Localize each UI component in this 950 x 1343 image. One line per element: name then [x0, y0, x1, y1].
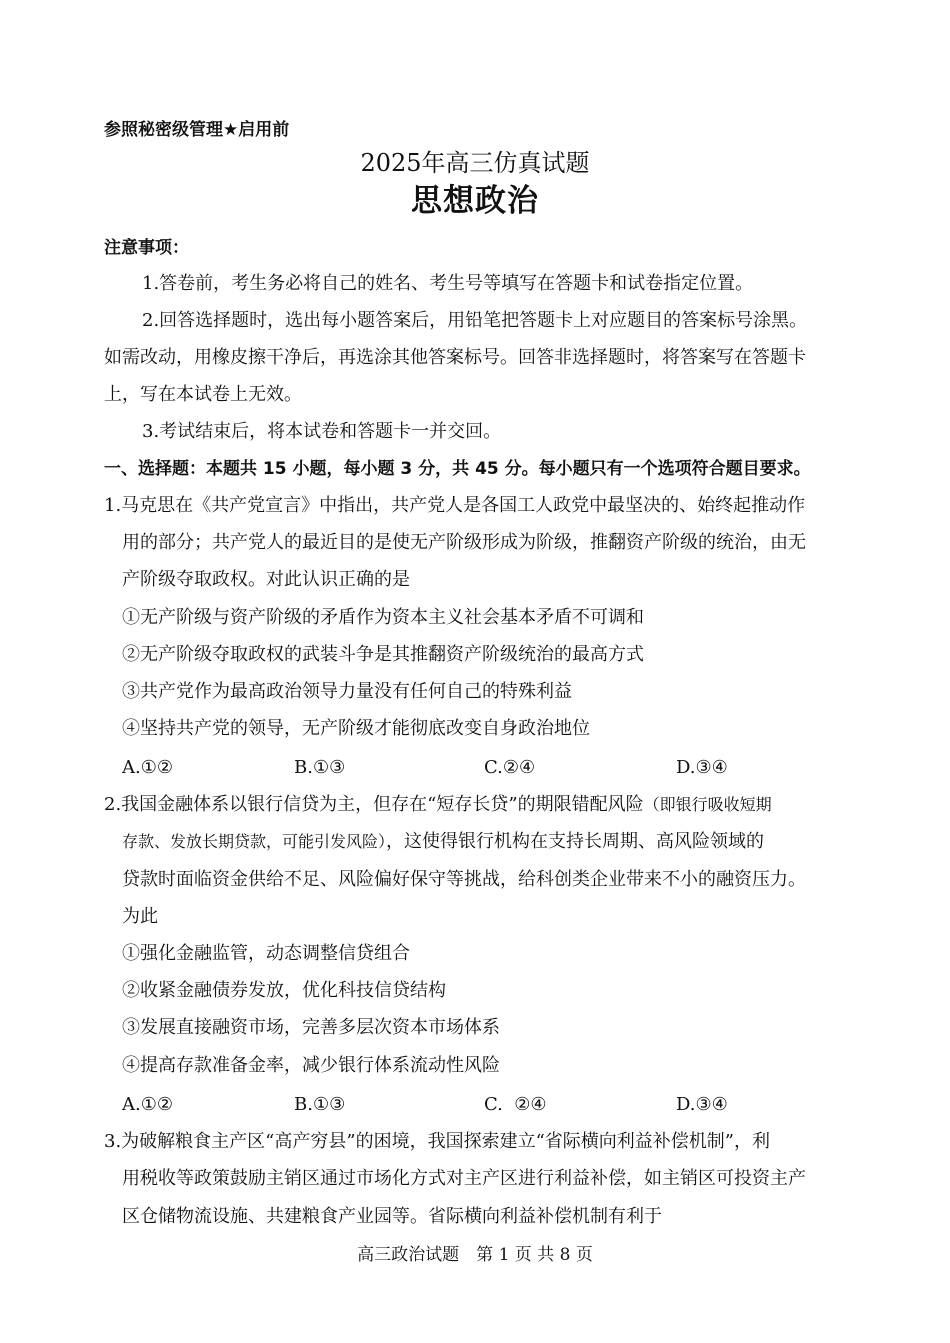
q2-statement-1: ①强化金融监管，动态调整信贷组合 — [122, 943, 410, 964]
q2-option-c: C. ②④ — [484, 1094, 547, 1115]
notice-heading: 注意事项： — [104, 238, 189, 258]
q2-statement-2: ②收紧金融债券发放，优化科技信贷结构 — [122, 980, 446, 1001]
q2-stem-line-1 — [104, 793, 772, 817]
notice-item-3: 3.考试结束后，将本试卷和答题卡一并交回。 — [142, 421, 502, 442]
q2-stem-line-3: 贷款时面临资金供给不足、风险偏好保守等挑战，给科创类企业带来不小的融资压力。 — [122, 869, 806, 890]
q1-stem-line-3: 产阶级夺取政权。对此认识正确的是 — [122, 569, 410, 590]
q1-option-c: C.②④ — [484, 757, 536, 778]
q1-statement-2: ②无产阶级夺取政权的武装斗争是其推翻资产阶级统治的最高方式 — [122, 644, 644, 665]
q2-stem-line-2 — [122, 830, 764, 854]
q2-option-d: D.③④ — [676, 1094, 728, 1115]
q2-option-b: B.①③ — [294, 1094, 346, 1115]
q3-stem-line-1: 3.为破解粮食主产区“高产穷县”的困境，我国探索建立“省际横向利益补偿机制”，利 — [104, 1131, 770, 1152]
q2-stem-line-1-note: （即银行吸收短期 — [643, 795, 772, 814]
q1-option-b: B.①③ — [294, 757, 346, 778]
q3-stem-line-3: 区仓储物流设施、共建粮食产业园等。省际横向利益补偿机制有利于 — [122, 1206, 662, 1227]
q2-stem-line-2-note: 存款、发放长期贷款，可能引发风险） — [122, 832, 387, 851]
q1-option-d: D.③④ — [676, 757, 728, 778]
q1-stem-line-2: 用的部分；共产党人的最近目的是使无产阶级形成为阶级，推翻资产阶级的统治，由无 — [122, 532, 806, 553]
notice-item-2-line-3: 上，写在本试卷上无效。 — [104, 384, 302, 405]
q2-stem-line-1-main: 2.我国金融体系以银行信贷为主，但存在“短存长贷”的期限错配风险 — [104, 794, 644, 815]
subject-title: 思想政治 — [411, 183, 539, 219]
q2-stem-line-2-main: ，这使得银行机构在支持长周期、高风险领域的 — [386, 831, 765, 852]
q2-stem-line-4: 为此 — [122, 906, 158, 927]
q3-stem-line-2: 用税收等政策鼓励主销区通过市场化方式对主产区进行利益补偿，如主销区可投资主产 — [122, 1168, 806, 1189]
q2-option-a: A.①② — [122, 1094, 173, 1115]
section-1-heading: 一、选择题：本题共 15 小题，每小题 3 分，共 45 分。每小题只有一个选项符合题目要求。 — [104, 459, 811, 479]
q2-statement-3: ③发展直接融资市场，完善多层次资本市场体系 — [122, 1017, 500, 1038]
q1-statement-4: ④坚持共产党的领导，无产阶级才能彻底改变自身政治地位 — [122, 718, 590, 739]
q1-statement-1: ①无产阶级与资产阶级的矛盾作为资本主义社会基本矛盾不可调和 — [122, 607, 644, 628]
q1-stem-line-1: 1.马克思在《共产党宣言》中指出，共产党人是各国工人政党中最坚决的、始终起推动作 — [104, 495, 806, 516]
exam-title: 2025年高三仿真试题 — [360, 149, 590, 177]
secret-mark: 参照秘密级管理★启用前 — [104, 120, 290, 140]
q1-option-a: A.①② — [122, 757, 173, 778]
q2-statement-4: ④提高存款准备金率，减少银行体系流动性风险 — [122, 1055, 500, 1076]
notice-item-2-line-1: 2.回答选择题时，选出每小题答案后，用铅笔把答题卡上对应题目的答案标号涂黑。 — [142, 310, 808, 331]
notice-item-1: 1.答卷前，考生务必将自己的姓名、考生号等填写在答题卡和试卷指定位置。 — [142, 273, 754, 294]
page-footer: 高三政治试题 第 1 页 共 8 页 — [357, 1245, 593, 1265]
notice-item-2-line-2: 如需改动，用橡皮擦干净后，再选涂其他答案标号。回答非选择题时，将答案写在答题卡 — [104, 347, 806, 368]
q1-statement-3: ③共产党作为最高政治领导力量没有任何自己的特殊利益 — [122, 681, 572, 702]
